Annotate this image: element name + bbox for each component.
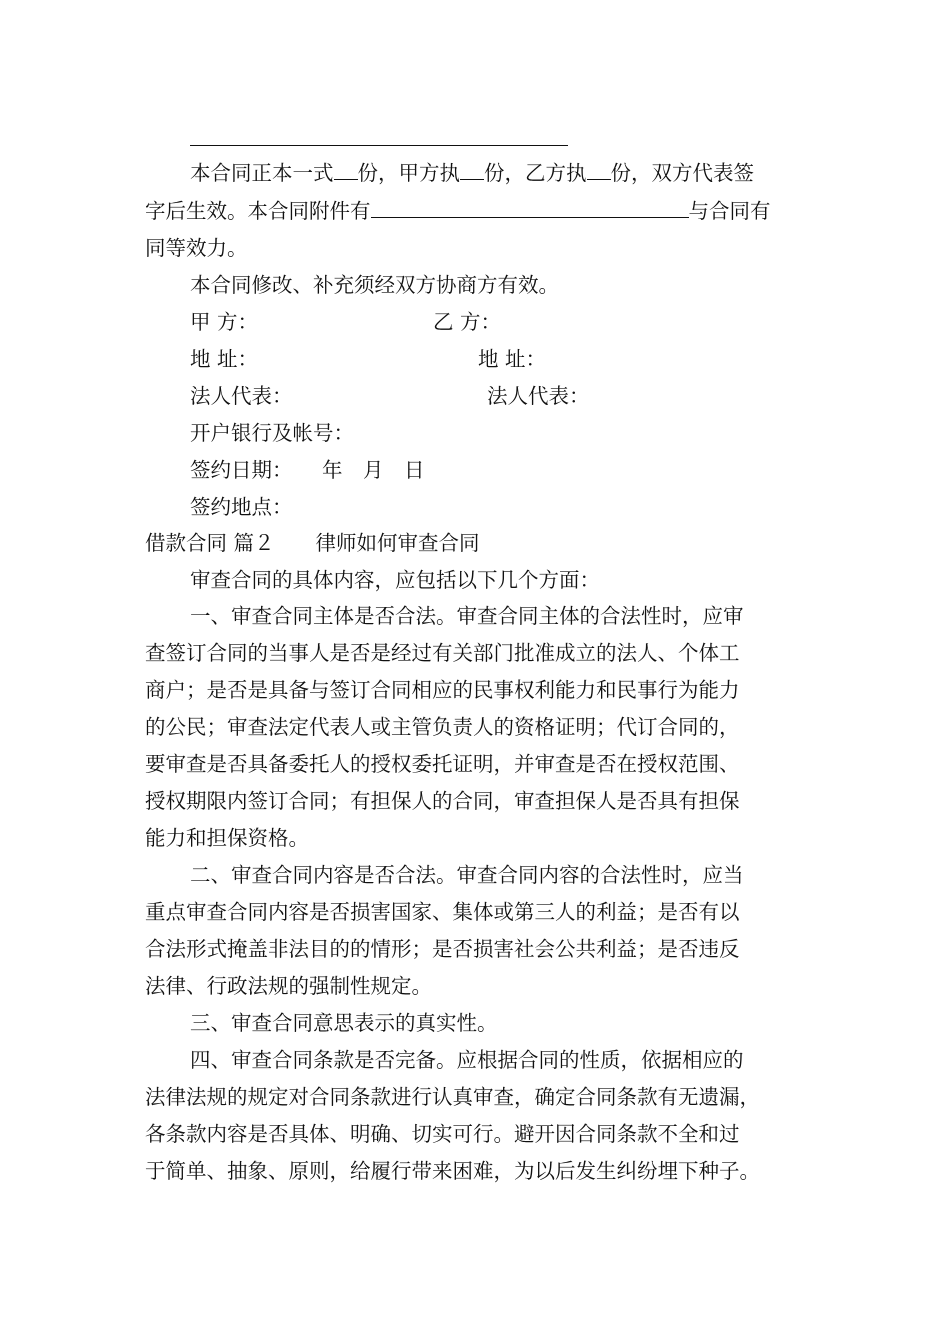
para4-line: 各条款内容是否具体、明确、切实可行。避开因合同条款不全和过 — [145, 1122, 740, 1146]
rep-b-label: 法人代表： — [487, 384, 590, 408]
para4-line: 法律法规的规定对合同条款进行认真审查，确定合同条款有无遗漏， — [145, 1085, 760, 1109]
signature-underline — [190, 145, 568, 146]
section-heading: 借款合同 篇２ 律师如何审查合同 — [145, 531, 480, 555]
address-b-label: 地 址： — [478, 347, 547, 371]
rep-a-label: 法人代表： — [190, 384, 293, 408]
copies-clause-line-2 — [145, 193, 810, 229]
section-intro: 审查合同的具体内容，应包括以下几个方面： — [190, 568, 600, 592]
attachment-text-b: 与合同有 — [688, 199, 771, 223]
party-b-label: 乙 方： — [433, 310, 502, 334]
sign-date-label: 签约日期： — [190, 458, 293, 482]
sign-date-value: 年 月 日 — [322, 458, 425, 482]
para2-line: 法律、行政法规的强制性规定。 — [145, 974, 432, 998]
blank-copies-b — [587, 161, 611, 180]
para1-line: 的公民；审查法定代表人或主管负责人的资格证明；代订合同的， — [145, 715, 740, 739]
party-a-label: 甲 方： — [190, 310, 259, 334]
blank-copies-a — [460, 161, 484, 180]
attachment-text-a: 字后生效。本合同附件有 — [145, 199, 371, 223]
para1-line: 能力和担保资格。 — [145, 826, 309, 850]
para1-line: 商户；是否是具备与签订合同相应的民事权利能力和民事行为能力 — [145, 678, 740, 702]
amend-clause: 本合同修改、补充须经双方协商方有效。 — [190, 273, 559, 297]
para2-line: 重点审查合同内容是否损害国家、集体或第三人的利益；是否有以 — [145, 900, 740, 924]
copies-clause-line-1 — [190, 155, 810, 191]
para4-line: 四、审查合同条款是否完备。应根据合同的性质，依据相应的 — [190, 1048, 744, 1072]
copies-text-d: 份，双方代表签 — [610, 161, 754, 185]
copies-text-b: 份，甲方执 — [357, 161, 460, 185]
para4-line: 于简单、抽象、原则，给履行带来困难，为以后发生纠纷埋下种子。 — [145, 1159, 760, 1183]
copies-clause-line-3: 同等效力。 — [145, 236, 248, 260]
para1-line: 要审查是否具备委托人的授权委托证明，并审查是否在授权范围、 — [145, 752, 740, 776]
sign-place-label: 签约地点： — [190, 495, 293, 519]
para1-line: 一、审查合同主体是否合法。审查合同主体的合法性时，应审 — [190, 604, 744, 628]
para3-line: 三、审查合同意思表示的真实性。 — [190, 1011, 498, 1035]
para1-line: 授权期限内签订合同；有担保人的合同，审查担保人是否具有担保 — [145, 789, 740, 813]
blank-attachment — [371, 199, 689, 218]
blank-copies-total — [334, 161, 358, 180]
address-a-label: 地 址： — [190, 347, 259, 371]
copies-text-c: 份，乙方执 — [484, 161, 587, 185]
para1-line: 查签订合同的当事人是否是经过有关部门批准成立的法人、个体工 — [145, 641, 740, 665]
copies-text-a: 本合同正本一式 — [190, 161, 334, 185]
para2-line: 合法形式掩盖非法目的的情形；是否损害社会公共利益；是否违反 — [145, 937, 740, 961]
para2-line: 二、审查合同内容是否合法。审查合同内容的合法性时，应当 — [190, 863, 744, 887]
bank-account-label: 开户银行及帐号： — [190, 421, 354, 445]
